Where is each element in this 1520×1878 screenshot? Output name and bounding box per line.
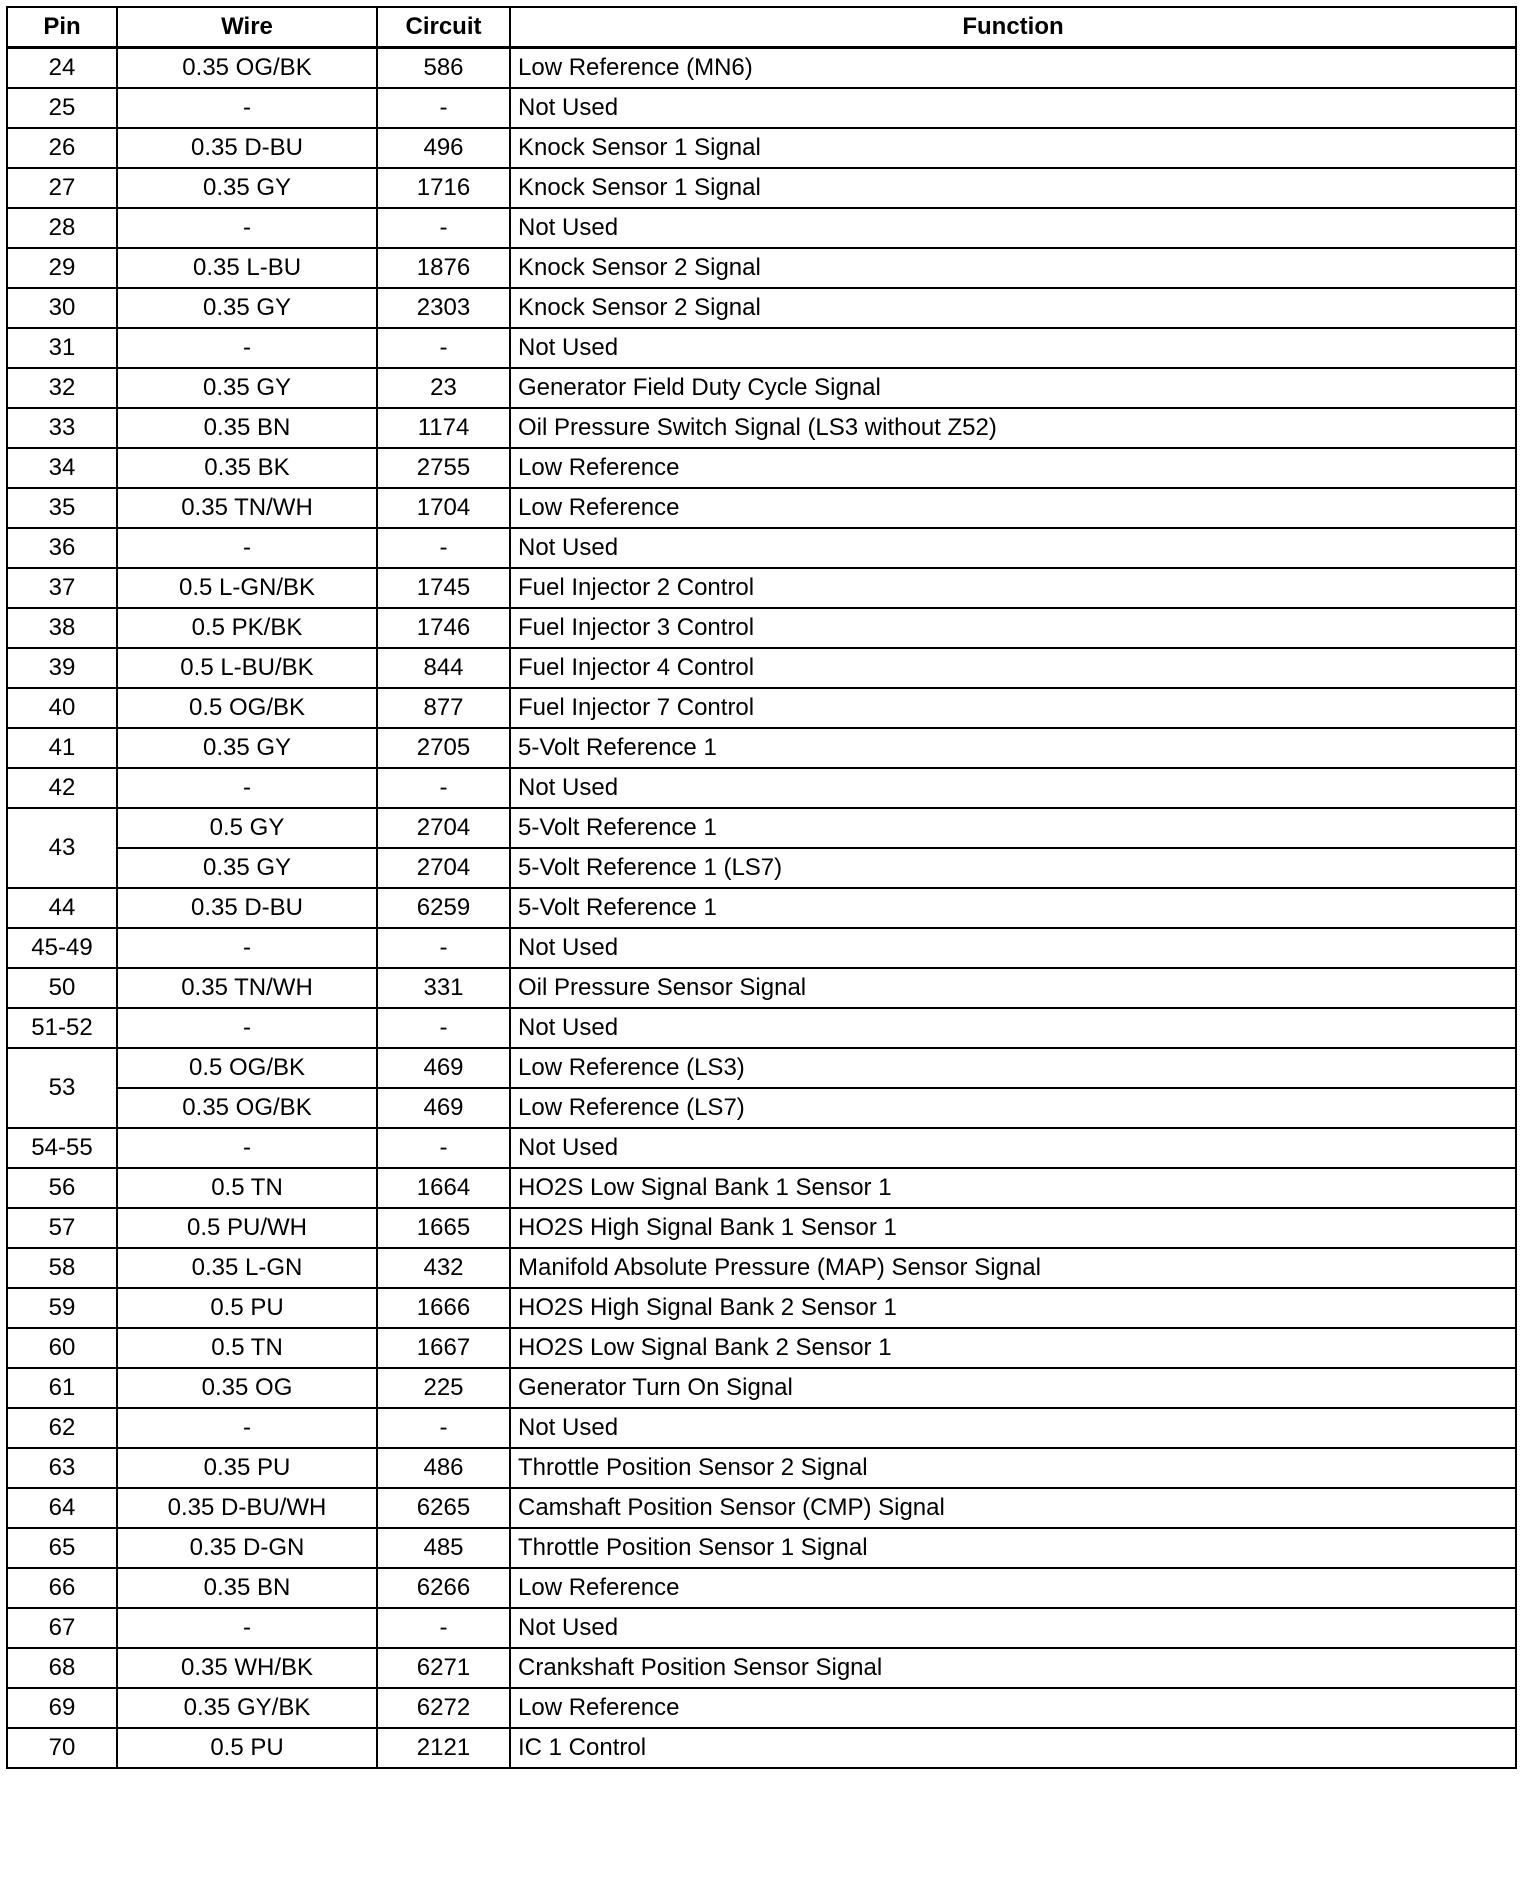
wire-cell: 0.35 GY/BK — [117, 1688, 377, 1728]
function-cell: Generator Field Duty Cycle Signal — [510, 368, 1516, 408]
table-row — [7, 608, 1516, 648]
pin-cell: 67 — [7, 1608, 117, 1648]
wire-cell: 0.35 PU — [117, 1448, 377, 1488]
table-row — [7, 528, 1516, 568]
table-row — [7, 1688, 1516, 1728]
function-cell: Knock Sensor 1 Signal — [510, 128, 1516, 168]
circuit-cell: - — [377, 768, 510, 808]
wire-cell: 0.35 OG — [117, 1368, 377, 1408]
table-row — [7, 128, 1516, 168]
pin-cell: 32 — [7, 368, 117, 408]
function-cell: Low Reference (LS7) — [510, 1088, 1516, 1128]
table-row — [7, 768, 1516, 808]
wire-cell: 0.35 D-BU/WH — [117, 1488, 377, 1528]
circuit-cell: 496 — [377, 128, 510, 168]
circuit-cell: 1664 — [377, 1168, 510, 1208]
pin-cell: 33 — [7, 408, 117, 448]
function-cell: Knock Sensor 1 Signal — [510, 168, 1516, 208]
circuit-cell: 1667 — [377, 1328, 510, 1368]
pin-cell: 27 — [7, 168, 117, 208]
circuit-cell: 6271 — [377, 1648, 510, 1688]
wire-cell: 0.5 PU — [117, 1288, 377, 1328]
function-cell: Not Used — [510, 328, 1516, 368]
function-cell: Low Reference — [510, 1568, 1516, 1608]
wire-cell: - — [117, 1128, 377, 1168]
function-cell: Not Used — [510, 528, 1516, 568]
table-row — [7, 168, 1516, 208]
table-row — [7, 208, 1516, 248]
wire-cell: 0.35 GY — [117, 288, 377, 328]
wire-cell: 0.35 GY — [117, 168, 377, 208]
wire-cell: - — [117, 928, 377, 968]
wire-cell: 0.5 PU — [117, 1728, 377, 1768]
circuit-cell: 6272 — [377, 1688, 510, 1728]
pin-cell: 68 — [7, 1648, 117, 1688]
wire-cell: 0.35 WH/BK — [117, 1648, 377, 1688]
function-cell: Not Used — [510, 768, 1516, 808]
pin-cell: 57 — [7, 1208, 117, 1248]
wire-cell: 0.35 D-BU — [117, 888, 377, 928]
table-row — [7, 1488, 1516, 1528]
wire-cell: 0.5 PK/BK — [117, 608, 377, 648]
circuit-cell: 877 — [377, 688, 510, 728]
circuit-cell: - — [377, 528, 510, 568]
function-cell: Knock Sensor 2 Signal — [510, 288, 1516, 328]
pin-cell: 54-55 — [7, 1128, 117, 1168]
function-cell: Not Used — [510, 1408, 1516, 1448]
table-row — [7, 1248, 1516, 1288]
function-cell: 5-Volt Reference 1 — [510, 728, 1516, 768]
wire-cell: 0.35 OG/BK — [117, 1088, 377, 1128]
table-row — [7, 1328, 1516, 1368]
table-row — [7, 288, 1516, 328]
wire-cell: 0.5 OG/BK — [117, 1048, 377, 1088]
wire-cell: - — [117, 528, 377, 568]
function-cell: Generator Turn On Signal — [510, 1368, 1516, 1408]
circuit-cell: - — [377, 1608, 510, 1648]
circuit-cell: 1704 — [377, 488, 510, 528]
table-row — [7, 88, 1516, 128]
wire-cell: 0.35 L-BU — [117, 248, 377, 288]
pinout-document — [6, 6, 1517, 1769]
pin-cell: 24 — [7, 48, 117, 89]
function-cell: Low Reference (MN6) — [510, 48, 1516, 89]
circuit-cell: 2755 — [377, 448, 510, 488]
circuit-cell: 225 — [377, 1368, 510, 1408]
table-row — [7, 648, 1516, 688]
function-cell: Not Used — [510, 928, 1516, 968]
pin-cell: 53 — [7, 1048, 117, 1128]
table-row — [7, 568, 1516, 608]
pin-cell: 60 — [7, 1328, 117, 1368]
table-row — [7, 1208, 1516, 1248]
function-cell: Not Used — [510, 208, 1516, 248]
pin-cell: 37 — [7, 568, 117, 608]
wire-cell: 0.35 BK — [117, 448, 377, 488]
table-row — [7, 248, 1516, 288]
table-row — [7, 1048, 1516, 1088]
table-row — [7, 848, 1516, 888]
wire-cell: 0.5 TN — [117, 1328, 377, 1368]
circuit-cell: 2303 — [377, 288, 510, 328]
wire-cell: 0.5 L-BU/BK — [117, 648, 377, 688]
wire-cell: 0.35 D-BU — [117, 128, 377, 168]
wire-cell: 0.35 TN/WH — [117, 488, 377, 528]
wire-cell: - — [117, 1408, 377, 1448]
wire-cell: 0.5 TN — [117, 1168, 377, 1208]
circuit-cell: 1174 — [377, 408, 510, 448]
wire-cell: 0.35 D-GN — [117, 1528, 377, 1568]
function-cell: Camshaft Position Sensor (CMP) Signal — [510, 1488, 1516, 1528]
table-row — [7, 1608, 1516, 1648]
function-cell: 5-Volt Reference 1 — [510, 808, 1516, 848]
wire-cell: 0.35 BN — [117, 1568, 377, 1608]
circuit-cell: - — [377, 208, 510, 248]
table-body — [7, 48, 1516, 1769]
function-cell: Fuel Injector 3 Control — [510, 608, 1516, 648]
header-function: Function — [510, 7, 1516, 48]
wire-cell: - — [117, 88, 377, 128]
wire-cell: - — [117, 1608, 377, 1648]
table-row — [7, 1648, 1516, 1688]
pin-cell: 45-49 — [7, 928, 117, 968]
pin-cell: 26 — [7, 128, 117, 168]
table-row — [7, 968, 1516, 1008]
circuit-cell: 432 — [377, 1248, 510, 1288]
circuit-cell: 2704 — [377, 848, 510, 888]
pin-cell: 69 — [7, 1688, 117, 1728]
function-cell: Fuel Injector 2 Control — [510, 568, 1516, 608]
function-cell: Not Used — [510, 1608, 1516, 1648]
table-row — [7, 1528, 1516, 1568]
table-row — [7, 448, 1516, 488]
function-cell: HO2S Low Signal Bank 1 Sensor 1 — [510, 1168, 1516, 1208]
table-row — [7, 408, 1516, 448]
pin-cell: 66 — [7, 1568, 117, 1608]
circuit-cell: 6265 — [377, 1488, 510, 1528]
circuit-cell: - — [377, 1408, 510, 1448]
table-row — [7, 1008, 1516, 1048]
pin-cell: 25 — [7, 88, 117, 128]
pin-cell: 51-52 — [7, 1008, 117, 1048]
function-cell: Crankshaft Position Sensor Signal — [510, 1648, 1516, 1688]
function-cell: Not Used — [510, 88, 1516, 128]
pin-cell: 63 — [7, 1448, 117, 1488]
function-cell: Low Reference — [510, 488, 1516, 528]
connector-pinout-table — [6, 6, 1517, 1769]
function-cell: Not Used — [510, 1008, 1516, 1048]
wire-cell: 0.5 PU/WH — [117, 1208, 377, 1248]
circuit-cell: 485 — [377, 1528, 510, 1568]
function-cell: Oil Pressure Sensor Signal — [510, 968, 1516, 1008]
circuit-cell: 844 — [377, 648, 510, 688]
table-row — [7, 1168, 1516, 1208]
circuit-cell: 486 — [377, 1448, 510, 1488]
pin-cell: 30 — [7, 288, 117, 328]
pin-cell: 28 — [7, 208, 117, 248]
wire-cell: 0.35 GY — [117, 728, 377, 768]
table-row — [7, 928, 1516, 968]
table-row — [7, 808, 1516, 848]
function-cell: Not Used — [510, 1128, 1516, 1168]
table-row — [7, 1728, 1516, 1768]
pin-cell: 70 — [7, 1728, 117, 1768]
header-wire: Wire — [117, 7, 377, 48]
wire-cell: 0.5 L-GN/BK — [117, 568, 377, 608]
table-row — [7, 1288, 1516, 1328]
pin-cell: 58 — [7, 1248, 117, 1288]
circuit-cell: 331 — [377, 968, 510, 1008]
pin-cell: 65 — [7, 1528, 117, 1568]
function-cell: Manifold Absolute Pressure (MAP) Sensor Signal — [510, 1248, 1516, 1288]
circuit-cell: 2704 — [377, 808, 510, 848]
table-row — [7, 1408, 1516, 1448]
function-cell: IC 1 Control — [510, 1728, 1516, 1768]
wire-cell: 0.35 TN/WH — [117, 968, 377, 1008]
circuit-cell: 1666 — [377, 1288, 510, 1328]
function-cell: Knock Sensor 2 Signal — [510, 248, 1516, 288]
pin-cell: 34 — [7, 448, 117, 488]
pin-cell: 56 — [7, 1168, 117, 1208]
table-header-row — [7, 7, 1516, 48]
circuit-cell: - — [377, 928, 510, 968]
circuit-cell: - — [377, 1008, 510, 1048]
pin-cell: 62 — [7, 1408, 117, 1448]
circuit-cell: 1745 — [377, 568, 510, 608]
wire-cell: - — [117, 1008, 377, 1048]
function-cell: 5-Volt Reference 1 — [510, 888, 1516, 928]
circuit-cell: 1876 — [377, 248, 510, 288]
wire-cell: - — [117, 208, 377, 248]
wire-cell: 0.5 OG/BK — [117, 688, 377, 728]
wire-cell: 0.5 GY — [117, 808, 377, 848]
pin-cell: 61 — [7, 1368, 117, 1408]
function-cell: HO2S High Signal Bank 2 Sensor 1 — [510, 1288, 1516, 1328]
function-cell: Low Reference — [510, 1688, 1516, 1728]
wire-cell: - — [117, 768, 377, 808]
pin-cell: 39 — [7, 648, 117, 688]
table-row — [7, 488, 1516, 528]
function-cell: Fuel Injector 7 Control — [510, 688, 1516, 728]
table-row — [7, 1128, 1516, 1168]
circuit-cell: 1746 — [377, 608, 510, 648]
table-row — [7, 1368, 1516, 1408]
table-row — [7, 1448, 1516, 1488]
function-cell: Low Reference — [510, 448, 1516, 488]
function-cell: Fuel Injector 4 Control — [510, 648, 1516, 688]
pin-cell: 44 — [7, 888, 117, 928]
function-cell: Low Reference (LS3) — [510, 1048, 1516, 1088]
pin-cell: 38 — [7, 608, 117, 648]
pin-cell: 50 — [7, 968, 117, 1008]
wire-cell: 0.35 GY — [117, 368, 377, 408]
table-row — [7, 728, 1516, 768]
pin-cell: 64 — [7, 1488, 117, 1528]
pin-cell: 35 — [7, 488, 117, 528]
circuit-cell: 2705 — [377, 728, 510, 768]
table-row — [7, 1088, 1516, 1128]
function-cell: Oil Pressure Switch Signal (LS3 without Z52) — [510, 408, 1516, 448]
table-row — [7, 688, 1516, 728]
circuit-cell: 2121 — [377, 1728, 510, 1768]
table-row — [7, 1568, 1516, 1608]
pin-cell: 29 — [7, 248, 117, 288]
table-row — [7, 368, 1516, 408]
function-cell: Throttle Position Sensor 1 Signal — [510, 1528, 1516, 1568]
pin-cell: 42 — [7, 768, 117, 808]
circuit-cell: 586 — [377, 48, 510, 89]
function-cell: 5-Volt Reference 1 (LS7) — [510, 848, 1516, 888]
pin-cell: 59 — [7, 1288, 117, 1328]
circuit-cell: 469 — [377, 1048, 510, 1088]
header-circuit: Circuit — [377, 7, 510, 48]
circuit-cell: 6259 — [377, 888, 510, 928]
header-pin: Pin — [7, 7, 117, 48]
pin-cell: 36 — [7, 528, 117, 568]
wire-cell: - — [117, 328, 377, 368]
pin-cell: 43 — [7, 808, 117, 888]
function-cell: HO2S High Signal Bank 1 Sensor 1 — [510, 1208, 1516, 1248]
circuit-cell: 6266 — [377, 1568, 510, 1608]
table-row — [7, 888, 1516, 928]
wire-cell: 0.35 GY — [117, 848, 377, 888]
wire-cell: 0.35 BN — [117, 408, 377, 448]
function-cell: HO2S Low Signal Bank 2 Sensor 1 — [510, 1328, 1516, 1368]
pin-cell: 41 — [7, 728, 117, 768]
circuit-cell: 1716 — [377, 168, 510, 208]
pin-cell: 40 — [7, 688, 117, 728]
circuit-cell: - — [377, 328, 510, 368]
circuit-cell: 23 — [377, 368, 510, 408]
table-row — [7, 328, 1516, 368]
wire-cell: 0.35 L-GN — [117, 1248, 377, 1288]
circuit-cell: 1665 — [377, 1208, 510, 1248]
wire-cell: 0.35 OG/BK — [117, 48, 377, 89]
circuit-cell: - — [377, 1128, 510, 1168]
circuit-cell: - — [377, 88, 510, 128]
pin-cell: 31 — [7, 328, 117, 368]
function-cell: Throttle Position Sensor 2 Signal — [510, 1448, 1516, 1488]
circuit-cell: 469 — [377, 1088, 510, 1128]
table-row — [7, 48, 1516, 89]
